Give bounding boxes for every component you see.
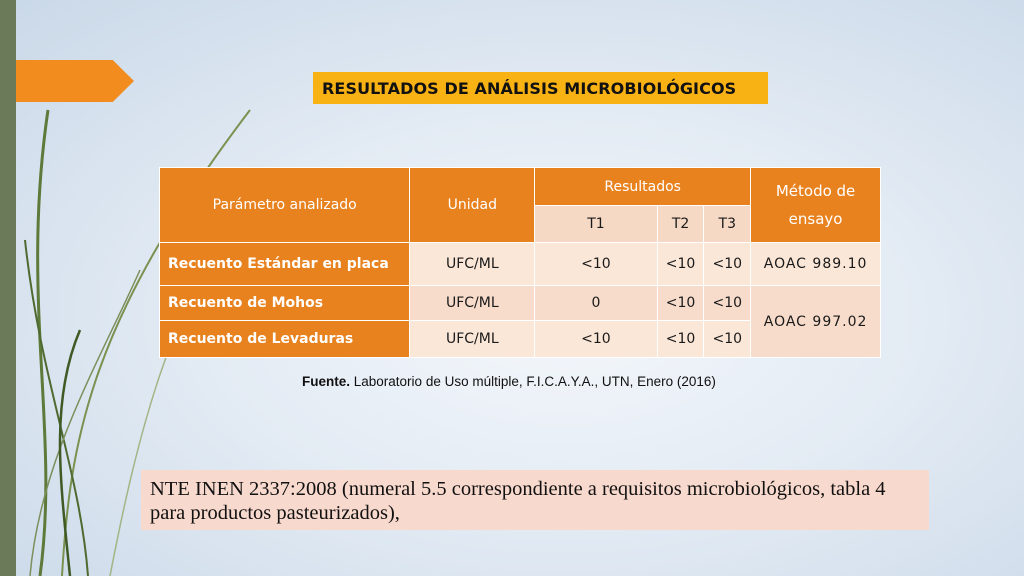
row-t1: <10 xyxy=(535,321,657,358)
header-parametro: Parámetro analizado xyxy=(160,168,410,243)
row-t3: <10 xyxy=(704,321,751,358)
title-banner xyxy=(313,72,768,104)
row-t1: <10 xyxy=(535,243,657,286)
header-t1: T1 xyxy=(535,206,657,243)
row-t3: <10 xyxy=(704,286,751,321)
row-t2: <10 xyxy=(657,286,704,321)
standard-note-box xyxy=(141,470,929,530)
row-parametro: Recuento de Mohos xyxy=(160,286,410,321)
row-t2: <10 xyxy=(657,243,704,286)
row-unidad: UFC/ML xyxy=(410,243,535,286)
row-metodo: AOAC 989.10 xyxy=(751,243,881,286)
header-metodo: Método de ensayo xyxy=(751,168,881,243)
header-t3: T3 xyxy=(704,206,751,243)
source-caption xyxy=(302,374,716,389)
row-metodo: AOAC 997.02 xyxy=(751,286,881,358)
header-resultados: Resultados xyxy=(535,168,751,206)
row-parametro: Recuento de Levaduras xyxy=(160,321,410,358)
header-unidad: Unidad xyxy=(410,168,535,243)
row-parametro: Recuento Estándar en placa xyxy=(160,243,410,286)
row-t2: <10 xyxy=(657,321,704,358)
row-unidad: UFC/ML xyxy=(410,321,535,358)
row-t1: 0 xyxy=(535,286,657,321)
table-row xyxy=(160,243,881,286)
row-unidad: UFC/ML xyxy=(410,286,535,321)
source-text: Laboratorio de Uso múltiple, F.I.C.A.Y.A., UTN, Enero (2016) xyxy=(350,374,716,389)
table-row xyxy=(160,286,881,321)
source-label: Fuente. xyxy=(302,374,351,389)
header-t2: T2 xyxy=(657,206,704,243)
row-t3: <10 xyxy=(704,243,751,286)
page-title: RESULTADOS DE ANÁLISIS MICROBIOLÓGICOS xyxy=(322,79,737,98)
results-table xyxy=(159,167,881,358)
standard-note-text: NTE INEN 2337:2008 (numeral 5.5 correspondiente a requisitos microbiológicos, tabla 4 para productos pasteurizados), xyxy=(150,478,886,524)
